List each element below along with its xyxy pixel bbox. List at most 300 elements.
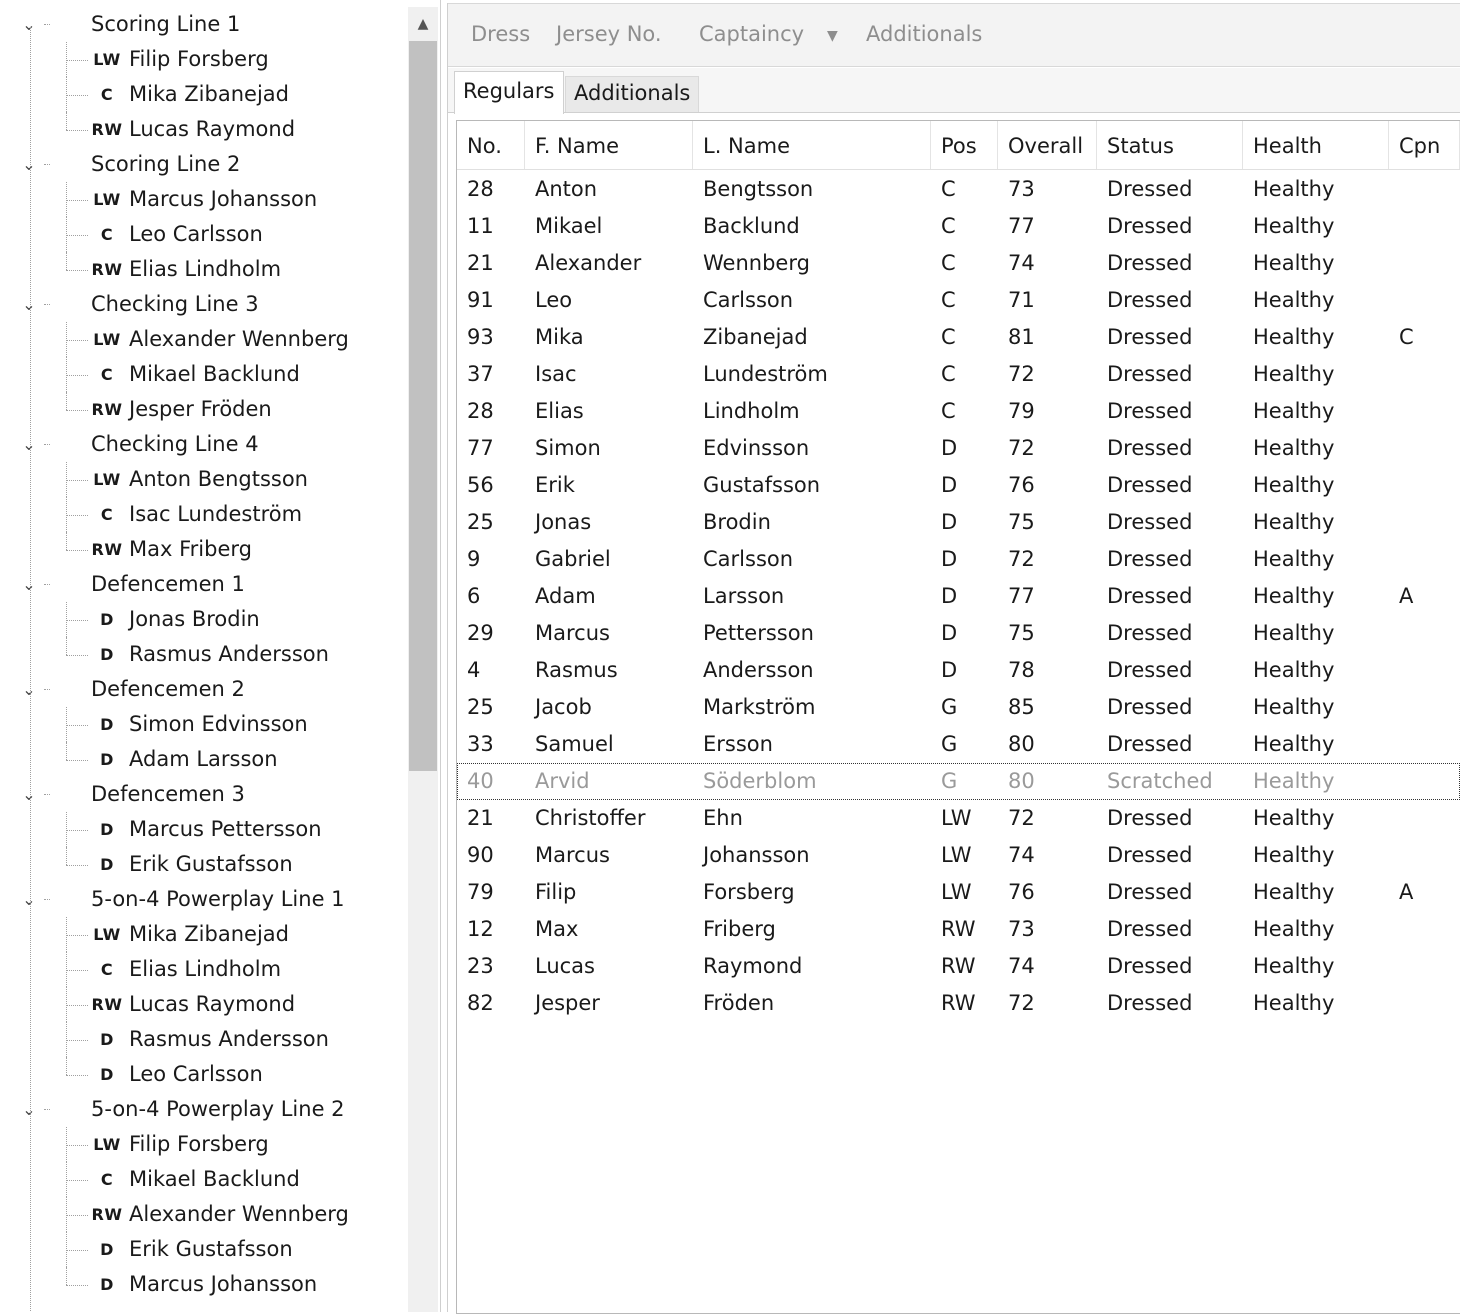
col-health-cell: Healthy [1253, 658, 1335, 682]
position-tag: C [100, 225, 114, 244]
col-pos-cell: RW [941, 917, 976, 941]
col-overall-cell: 78 [1008, 658, 1035, 682]
table-row[interactable] [457, 319, 1460, 356]
col-overall-cell: 72 [1008, 362, 1035, 386]
col-cpn-header[interactable]: Cpn [1389, 121, 1460, 169]
tree-group[interactable] [0, 7, 408, 42]
col-no-cell: 40 [467, 769, 494, 793]
tree-connector [66, 1145, 88, 1146]
col-health-cell: Healthy [1253, 288, 1335, 312]
tree-player-item[interactable] [0, 987, 408, 1022]
scrollbar-thumb[interactable] [409, 41, 437, 771]
tree-connector [66, 655, 88, 656]
col-cpn-cell [1389, 911, 1460, 948]
col-health-cell: Healthy [1253, 843, 1335, 867]
tree-connector [66, 725, 88, 726]
col-pos-cell: C [941, 251, 956, 275]
position-tag: C [100, 85, 114, 104]
col-no-cell: 25 [467, 510, 494, 534]
col-status-header[interactable]: Status [1097, 121, 1243, 169]
col-status-cell: Dressed [1107, 658, 1193, 682]
chevron-down-icon[interactable]: ⌄ [22, 575, 36, 594]
col-overall-cell: 81 [1008, 325, 1035, 349]
player-name: Anton Bengtsson [129, 467, 308, 491]
chevron-down-icon[interactable]: ⌄ [22, 155, 36, 174]
tree-connector [44, 444, 50, 445]
tree-connector [66, 410, 88, 411]
tree-player-item[interactable] [0, 1022, 408, 1057]
col-overall-cell: 75 [1008, 510, 1035, 534]
col-first-name-cell: Marcus [535, 621, 610, 645]
col-overall-cell: 75 [1008, 621, 1035, 645]
table-row[interactable] [457, 356, 1460, 393]
tree-connector [66, 1215, 88, 1216]
col-no-cell: 23 [467, 954, 494, 978]
col-status-cell: Scratched [1107, 769, 1213, 793]
tree-player-item[interactable] [0, 77, 408, 112]
table-row[interactable] [457, 652, 1460, 689]
tree-player-item[interactable] [0, 497, 408, 532]
col-first-name-cell: Marcus [535, 843, 610, 867]
player-name: Mika Zibanejad [129, 922, 289, 946]
tree-group[interactable] [0, 882, 408, 917]
tree-player-item[interactable] [0, 1232, 408, 1267]
col-health-cell: Healthy [1253, 621, 1335, 645]
table-row[interactable] [457, 837, 1460, 874]
position-tag: D [100, 1030, 114, 1049]
col-last-name-cell: Forsberg [703, 880, 795, 904]
col-cpn-cell [1389, 541, 1460, 578]
tree-group[interactable] [0, 777, 408, 812]
col-cpn-cell [1389, 467, 1460, 504]
table-row[interactable] [457, 282, 1460, 319]
col-status-cell: Dressed [1107, 325, 1193, 349]
player-name: Elias Lindholm [129, 957, 282, 981]
roster-tabs [448, 68, 1460, 113]
position-tag: LW [93, 1135, 121, 1154]
tree-connector [44, 689, 50, 690]
position-tag: D [100, 855, 114, 874]
roster-table [456, 120, 1460, 1314]
col-last-name-cell: Backlund [703, 214, 800, 238]
col-first-name-cell: Filip [535, 880, 577, 904]
tree-player-item[interactable] [0, 1267, 408, 1302]
tree-group-label: Scoring Line 1 [91, 12, 241, 36]
col-pos-cell: G [941, 732, 958, 756]
col-last-name-cell: Zibanejad [703, 325, 808, 349]
table-row[interactable] [457, 171, 1460, 208]
col-status-cell: Dressed [1107, 473, 1193, 497]
position-tag: D [100, 1275, 114, 1294]
player-name: Lucas Raymond [129, 117, 296, 141]
col-health-cell: Healthy [1253, 547, 1335, 571]
additionals-button[interactable]: Additionals [866, 22, 983, 46]
col-cpn-cell: A [1399, 584, 1414, 608]
table-row[interactable] [457, 911, 1460, 948]
col-pos-cell: G [941, 695, 958, 719]
col-pos-cell: D [941, 584, 958, 608]
tree-connector [66, 1005, 88, 1006]
tree-connector [66, 637, 67, 655]
col-first-name-cell: Christoffer [535, 806, 646, 830]
col-no-cell: 25 [467, 695, 494, 719]
tree-group[interactable] [0, 147, 408, 182]
col-overall-cell: 77 [1008, 584, 1035, 608]
tree-connector [44, 164, 50, 165]
tree-connector [66, 532, 67, 550]
tree-connector [66, 935, 88, 936]
table-row[interactable] [457, 689, 1460, 726]
col-pos-cell: LW [941, 843, 972, 867]
col-no-cell: 82 [467, 991, 494, 1015]
tree-player-item[interactable] [0, 462, 408, 497]
tree-player-item[interactable] [0, 322, 408, 357]
tree-player-item[interactable] [0, 1162, 408, 1197]
tree-player-item[interactable] [0, 357, 408, 392]
col-pos-cell: RW [941, 954, 976, 978]
col-last-name-cell: Brodin [703, 510, 771, 534]
col-health-cell: Healthy [1253, 954, 1335, 978]
table-row[interactable] [457, 208, 1460, 245]
col-overall-cell: 72 [1008, 547, 1035, 571]
tree-group[interactable] [0, 287, 408, 322]
player-name: Rasmus Andersson [129, 642, 329, 666]
tree-player-item[interactable] [0, 952, 408, 987]
col-no-cell: 33 [467, 732, 494, 756]
roster-panel [447, 3, 1460, 1312]
captaincy-dropdown-icon[interactable]: ▼ [827, 28, 838, 44]
table-row[interactable] [457, 578, 1460, 615]
chevron-down-icon[interactable]: ⌄ [22, 785, 36, 804]
tree-player-item[interactable] [0, 217, 408, 252]
tree-connector [66, 550, 88, 551]
table-row[interactable] [457, 615, 1460, 652]
tree-connector [66, 60, 88, 61]
tree-player-item[interactable] [0, 182, 408, 217]
col-overall-cell: 71 [1008, 288, 1035, 312]
col-first-name-cell: Arvid [535, 769, 590, 793]
tree-group[interactable] [0, 567, 408, 602]
col-first-name-cell: Lucas [535, 954, 595, 978]
tree-player-item[interactable] [0, 707, 408, 742]
tree-connector [44, 1109, 50, 1110]
col-no-cell: 90 [467, 843, 494, 867]
col-no-cell: 21 [467, 251, 494, 275]
col-status-cell: Dressed [1107, 436, 1193, 460]
chevron-down-icon[interactable]: ⌄ [22, 680, 36, 699]
col-pos-cell: D [941, 473, 958, 497]
tree-group-label: Checking Line 4 [91, 432, 259, 456]
col-cpn-cell [1389, 430, 1460, 467]
col-status-cell: Dressed [1107, 251, 1193, 275]
position-tag: RW [91, 400, 123, 419]
tree-connector [66, 375, 88, 376]
tree-connector [66, 270, 88, 271]
col-no-cell: 9 [467, 547, 481, 571]
position-tag: D [100, 715, 114, 734]
col-no-cell: 93 [467, 325, 494, 349]
player-name: Marcus Johansson [129, 187, 318, 211]
col-pos-cell: D [941, 510, 958, 534]
jersey-no-button[interactable]: Jersey No. [556, 22, 662, 46]
tree-player-item[interactable] [0, 1197, 408, 1232]
col-no-cell: 29 [467, 621, 494, 645]
col-health-cell: Healthy [1253, 880, 1335, 904]
col-status-cell: Dressed [1107, 695, 1193, 719]
col-first-name-cell: Jesper [535, 991, 600, 1015]
player-name: Alexander Wennberg [129, 327, 349, 351]
col-last-name-cell: Friberg [703, 917, 776, 941]
table-header [457, 121, 1460, 170]
player-name: Mikael Backlund [129, 1167, 300, 1191]
tree-connector [44, 899, 50, 900]
col-cpn-cell [1389, 615, 1460, 652]
col-first-name-cell: Leo [535, 288, 573, 312]
col-last-name-cell: Lundeström [703, 362, 828, 386]
col-no-header[interactable]: No. [457, 121, 525, 169]
col-cpn-cell [1389, 948, 1460, 985]
tree-group[interactable] [0, 1092, 408, 1127]
lineup-tree-panel [0, 0, 441, 1312]
col-last-name-cell: Ehn [703, 806, 743, 830]
col-last-name-header[interactable]: L. Name [693, 121, 931, 169]
tree-player-item[interactable] [0, 917, 408, 952]
tab-regulars[interactable]: Regulars [454, 71, 564, 114]
col-overall-header[interactable]: Overall [998, 121, 1097, 169]
table-row[interactable] [457, 948, 1460, 985]
col-health-cell: Healthy [1253, 399, 1335, 423]
scroll-up-arrow-icon[interactable]: ▲ [417, 16, 429, 32]
col-first-name-cell: Isac [535, 362, 577, 386]
col-first-name-cell: Simon [535, 436, 601, 460]
col-pos-cell: C [941, 214, 956, 238]
col-health-cell: Healthy [1253, 806, 1335, 830]
col-health-cell: Healthy [1253, 510, 1335, 534]
col-overall-cell: 74 [1008, 251, 1035, 275]
captaincy-button[interactable]: Captaincy [699, 22, 805, 46]
tree-connector [66, 1040, 88, 1041]
col-cpn-cell [1389, 800, 1460, 837]
col-cpn-cell: C [1399, 325, 1414, 349]
col-first-name-cell: Jacob [535, 695, 592, 719]
col-first-name-cell: Alexander [535, 251, 642, 275]
position-tag: RW [91, 260, 123, 279]
col-no-cell: 12 [467, 917, 494, 941]
player-name: Elias Lindholm [129, 257, 282, 281]
col-health-header[interactable]: Health [1243, 121, 1389, 169]
table-row[interactable] [457, 245, 1460, 282]
tree-connector [66, 760, 88, 761]
tree-connector [44, 584, 50, 585]
col-health-cell: Healthy [1253, 991, 1335, 1015]
col-no-cell: 56 [467, 473, 494, 497]
table-row[interactable] [457, 874, 1460, 911]
tree-connector [66, 112, 67, 130]
position-tag: D [100, 610, 114, 629]
tree-connector [66, 1267, 67, 1285]
tree-connector [44, 24, 50, 25]
col-last-name-cell: Pettersson [703, 621, 814, 645]
col-health-cell: Healthy [1253, 362, 1335, 386]
col-status-cell: Dressed [1107, 954, 1193, 978]
tree-connector [44, 794, 50, 795]
col-status-cell: Dressed [1107, 843, 1193, 867]
col-no-cell: 11 [467, 214, 494, 238]
tab-additionals[interactable]: Additionals [565, 76, 699, 112]
tree-player-item[interactable] [0, 637, 408, 672]
col-cpn-cell [1389, 763, 1460, 800]
player-name: Alexander Wennberg [129, 1202, 349, 1226]
col-cpn-cell [1389, 985, 1460, 1022]
col-pos-header[interactable]: Pos [931, 121, 998, 169]
col-cpn-cell [1389, 652, 1460, 689]
table-row[interactable] [457, 504, 1460, 541]
col-status-cell: Dressed [1107, 621, 1193, 645]
col-pos-cell: C [941, 177, 956, 201]
tree-player-item[interactable] [0, 847, 408, 882]
table-row[interactable] [457, 393, 1460, 430]
col-pos-cell: D [941, 658, 958, 682]
tree-connector [66, 130, 88, 131]
col-overall-cell: 74 [1008, 843, 1035, 867]
player-name: Erik Gustafsson [129, 852, 293, 876]
col-overall-cell: 80 [1008, 769, 1035, 793]
table-row[interactable] [457, 985, 1460, 1022]
table-row[interactable] [457, 800, 1460, 837]
col-first-name-cell: Gabriel [535, 547, 611, 571]
col-pos-cell: RW [941, 991, 976, 1015]
col-health-cell: Healthy [1253, 769, 1335, 793]
tree-connector [66, 970, 88, 971]
col-status-cell: Dressed [1107, 584, 1193, 608]
position-tag: C [100, 505, 114, 524]
col-pos-cell: G [941, 769, 958, 793]
col-no-cell: 28 [467, 399, 494, 423]
player-name: Isac Lundeström [129, 502, 303, 526]
tree-connector [30, 27, 31, 1312]
tree-player-item[interactable] [0, 42, 408, 77]
col-no-cell: 91 [467, 288, 494, 312]
col-cpn-cell [1389, 282, 1460, 319]
tree-connector [66, 1075, 88, 1076]
col-last-name-cell: Carlsson [703, 288, 794, 312]
col-cpn-cell: A [1399, 880, 1414, 904]
player-name: Filip Forsberg [129, 47, 269, 71]
position-tag: LW [93, 925, 121, 944]
chevron-down-icon[interactable]: ⌄ [22, 295, 36, 314]
col-first-name-cell: Max [535, 917, 579, 941]
tree-connector [66, 515, 88, 516]
table-row[interactable] [457, 726, 1460, 763]
col-first-name-cell: Jonas [535, 510, 592, 534]
chevron-down-icon[interactable]: ⌄ [22, 890, 36, 909]
tree-player-item[interactable] [0, 602, 408, 637]
table-row[interactable] [457, 763, 1460, 800]
table-row[interactable] [457, 467, 1460, 504]
tree-scrollbar[interactable] [408, 7, 438, 1312]
col-last-name-cell: Wennberg [703, 251, 810, 275]
tree-player-item[interactable] [0, 812, 408, 847]
col-first-name-cell: Mikael [535, 214, 603, 238]
player-name: Leo Carlsson [129, 222, 263, 246]
col-first-name-cell: Samuel [535, 732, 614, 756]
col-last-name-cell: Gustafsson [703, 473, 821, 497]
tree-connector [66, 847, 67, 865]
chevron-down-icon[interactable]: ⌄ [22, 1100, 36, 1119]
col-pos-cell: D [941, 621, 958, 645]
col-health-cell: Healthy [1253, 214, 1335, 238]
col-cpn-cell [1389, 689, 1460, 726]
chevron-down-icon[interactable]: ⌄ [22, 15, 36, 34]
col-first-name-header[interactable]: F. Name [525, 121, 693, 169]
roster-toolbar [448, 3, 1460, 67]
tree-group-label: Scoring Line 2 [91, 152, 241, 176]
player-name: Mika Zibanejad [129, 82, 289, 106]
col-last-name-cell: Ersson [703, 732, 773, 756]
col-overall-cell: 76 [1008, 473, 1035, 497]
col-overall-cell: 77 [1008, 214, 1035, 238]
tree-player-item[interactable] [0, 1127, 408, 1162]
position-tag: D [100, 1065, 114, 1084]
position-tag: LW [93, 50, 121, 69]
tree-player-item[interactable] [0, 112, 408, 147]
table-row[interactable] [457, 541, 1460, 578]
position-tag: D [100, 820, 114, 839]
position-tag: RW [91, 120, 123, 139]
player-name: Rasmus Andersson [129, 1027, 329, 1051]
col-overall-cell: 72 [1008, 806, 1035, 830]
col-first-name-cell: Erik [535, 473, 575, 497]
player-name: Lucas Raymond [129, 992, 296, 1016]
tree-connector [66, 742, 67, 760]
chevron-down-icon[interactable]: ⌄ [22, 435, 36, 454]
position-tag: C [100, 960, 114, 979]
tree-connector [66, 252, 67, 270]
col-overall-cell: 80 [1008, 732, 1035, 756]
player-name: Adam Larsson [129, 747, 278, 771]
col-status-cell: Dressed [1107, 510, 1193, 534]
tree-group-label: Defencemen 2 [91, 677, 245, 701]
table-row[interactable] [457, 430, 1460, 467]
lineup-tree [0, 7, 408, 1302]
col-status-cell: Dressed [1107, 991, 1193, 1015]
col-health-cell: Healthy [1253, 177, 1335, 201]
col-last-name-cell: Bengtsson [703, 177, 814, 201]
tree-group[interactable] [0, 427, 408, 462]
col-cpn-cell [1389, 245, 1460, 282]
tree-player-item[interactable] [0, 252, 408, 287]
position-tag: LW [93, 470, 121, 489]
col-pos-cell: C [941, 362, 956, 386]
tree-player-item[interactable] [0, 1057, 408, 1092]
player-name: Jesper Fröden [129, 397, 272, 421]
tree-group[interactable] [0, 672, 408, 707]
tree-player-item[interactable] [0, 392, 408, 427]
player-name: Erik Gustafsson [129, 1237, 293, 1261]
tree-connector [66, 340, 88, 341]
dress-button[interactable]: Dress [471, 22, 531, 46]
tree-player-item[interactable] [0, 532, 408, 567]
col-status-cell: Dressed [1107, 214, 1193, 238]
col-health-cell: Healthy [1253, 732, 1335, 756]
col-overall-cell: 85 [1008, 695, 1035, 719]
position-tag: LW [93, 330, 121, 349]
tree-group-label: 5-on-4 Powerplay Line 1 [91, 887, 345, 911]
player-name: Simon Edvinsson [129, 712, 308, 736]
tree-connector [66, 1180, 88, 1181]
col-first-name-cell: Anton [535, 177, 598, 201]
tree-player-item[interactable] [0, 742, 408, 777]
